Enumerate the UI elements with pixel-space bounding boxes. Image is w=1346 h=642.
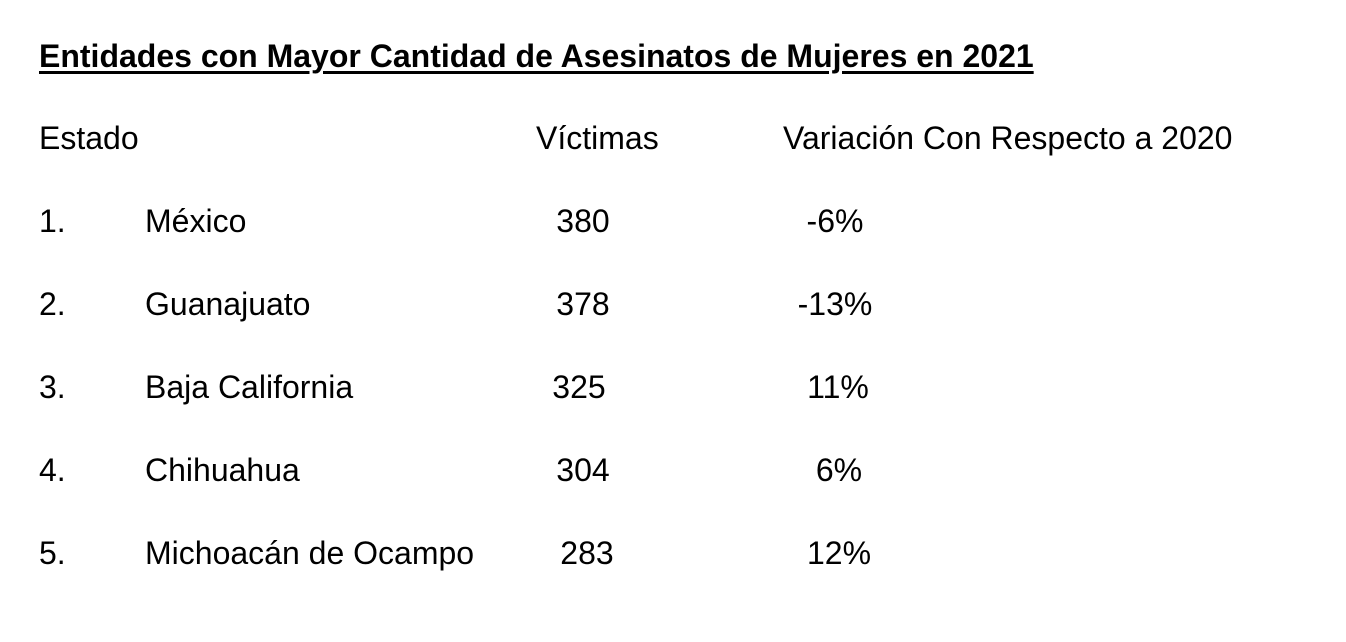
page-title: Entidades con Mayor Cantidad de Asesinatos de Mujeres en 2021 (39, 38, 1034, 74)
column-header-estado: Estado (39, 120, 139, 156)
row-victimas: 304 (556, 452, 610, 488)
row-victimas: 378 (556, 286, 610, 322)
row-rank: 5. (39, 535, 66, 571)
row-estado: México (145, 203, 247, 239)
row-estado: Michoacán de Ocampo (145, 535, 475, 571)
column-header-variacion: Variación Con Respecto a 2020 (783, 120, 1233, 156)
row-estado: Guanajuato (145, 286, 311, 322)
row-rank: 4. (39, 452, 66, 488)
row-variacion: 11% (807, 369, 869, 405)
row-victimas: 283 (560, 535, 614, 571)
row-variacion: -13% (797, 286, 873, 322)
row-variacion: -6% (806, 203, 864, 239)
row-victimas: 380 (556, 203, 610, 239)
row-estado: Chihuahua (145, 452, 300, 488)
row-rank: 1. (39, 203, 66, 239)
row-rank: 3. (39, 369, 66, 405)
row-variacion: 12% (806, 535, 872, 571)
row-estado: Baja California (145, 369, 354, 405)
row-variacion: 6% (815, 452, 863, 488)
row-rank: 2. (39, 286, 66, 322)
column-header-victimas: Víctimas (536, 120, 659, 156)
row-victimas: 325 (552, 369, 606, 405)
